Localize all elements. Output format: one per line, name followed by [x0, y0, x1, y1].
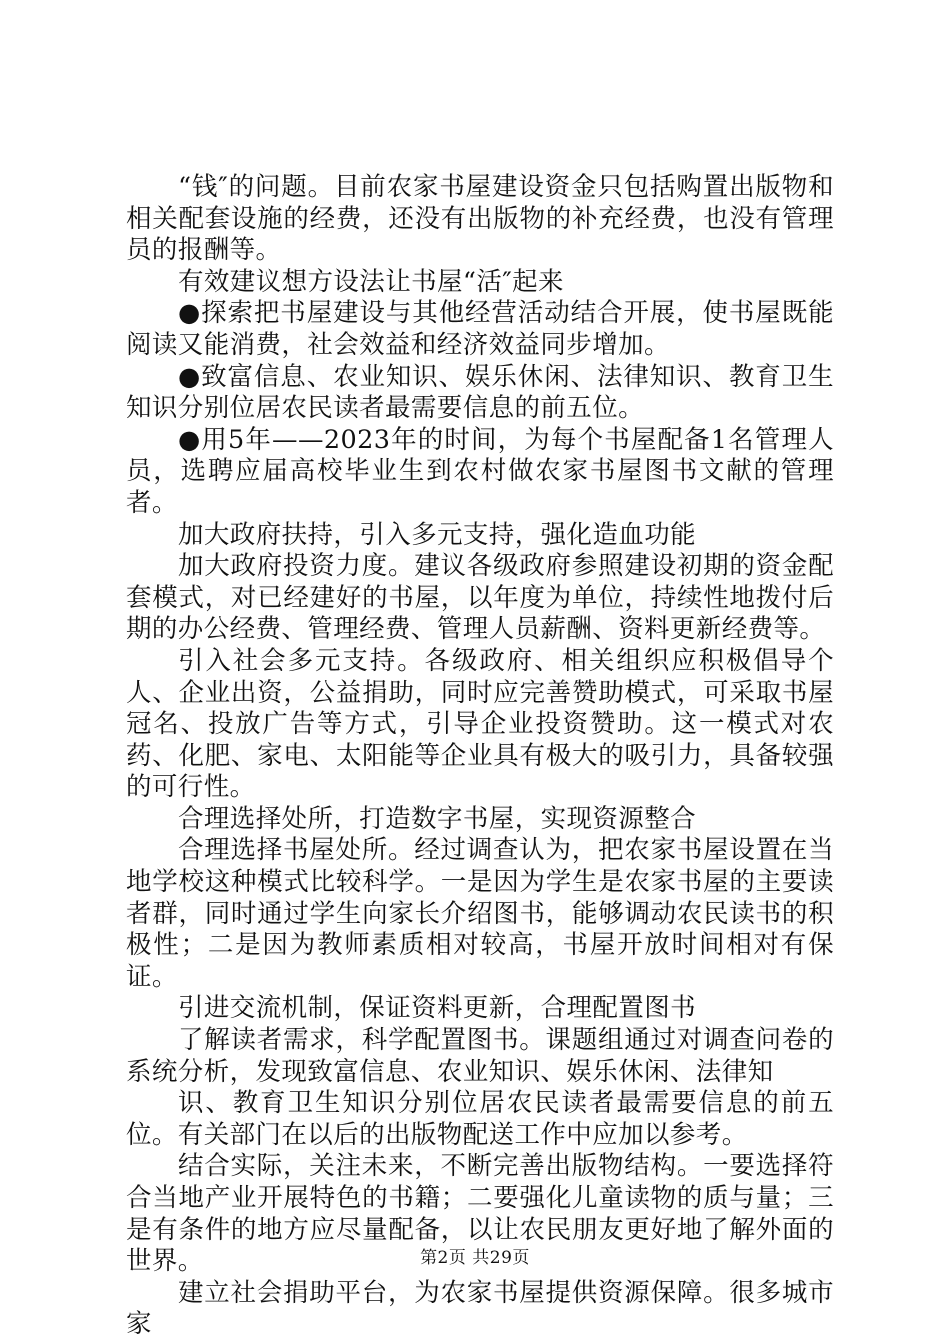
section-heading: 有效建议想方设法让书屋“活″起来	[178, 266, 564, 297]
paragraph: 了解读者需求，科学配置图书。课题组通过对调查问卷的系统分析，发现致富信息、农业知识、娱乐休闲、法律知	[126, 1025, 834, 1087]
bullet-paragraph: ●探索把书屋建设与其他经营活动结合开展，使书屋既能阅读又能消费，社会效益和经济效益同步增加。	[126, 298, 834, 360]
paragraph: “钱″的问题。目前农家书屋建设资金只包括购置出版物和相关配套设施的经费，还没有出版物的补充经费，也没有管理员的报酬等。	[126, 172, 834, 266]
paragraph: 建立社会捐助平台，为农家书屋提供资源保障。很多城市家	[126, 1277, 834, 1340]
section-heading: 加大政府扶持，引入多元支持，强化造血功能	[178, 519, 697, 550]
paragraph: 结合实际，关注未来，不断完善出版物结构。一要选择符合当地产业开展特色的书籍；二要强化儿童读物的质与量；三是有条件的地方应尽量配备，以让农民朋友更好地了解外面的世界。	[126, 1151, 834, 1277]
bullet-paragraph: ●用5年——2023年的时间，为每个书屋配备1名管理人员，选聘应届高校毕业生到农村做农家书屋图书文献的管理者。	[126, 424, 834, 518]
bullet-paragraph: ●致富信息、农业知识、娱乐休闲、法律知识、教育卫生知识分别位居农民读者最需要信息的前五位。	[126, 361, 834, 424]
paragraph: 加大政府投资力度。建议各级政府参照建设初期的资金配套模式，对已经建好的书屋，以年度为单位，持续性地拨付后期的办公经费、管理经费、管理人员薪酬、资料更新经费等。	[126, 551, 834, 645]
paragraph: 识、教育卫生知识分别位居农民读者最需要信息的前五位。有关部门在以后的出版物配送工作中应加以参考。	[126, 1088, 834, 1150]
document-body	[126, 172, 834, 1341]
page-number-footer: 第2页 共29页	[420, 1248, 530, 1268]
paragraph: 合理选择书屋处所。经过调查认为，把农家书屋设置在当地学校这种模式比较科学。一是因为学生是农家书屋的主要读者群，同时通过学生向家长介绍图书，能够调动农民读书的积极性；二是因为教师素质相对较高，书屋开放时间相对有保证。	[126, 835, 834, 992]
section-heading: 引进交流机制，保证资料更新，合理配置图书	[178, 993, 697, 1024]
section-heading: 合理选择处所，打造数字书屋，实现资源整合	[178, 803, 697, 834]
paragraph: 引入社会多元支持。各级政府、相关组织应积极倡导个人、企业出资，公益捐助，同时应完善赞助模式，可采取书屋冠名、投放广告等方式，引导企业投资赞助。这一模式对农药、化肥、家电、太阳能等企业具有极大的吸引力，具备较强的可行性。	[126, 645, 834, 803]
